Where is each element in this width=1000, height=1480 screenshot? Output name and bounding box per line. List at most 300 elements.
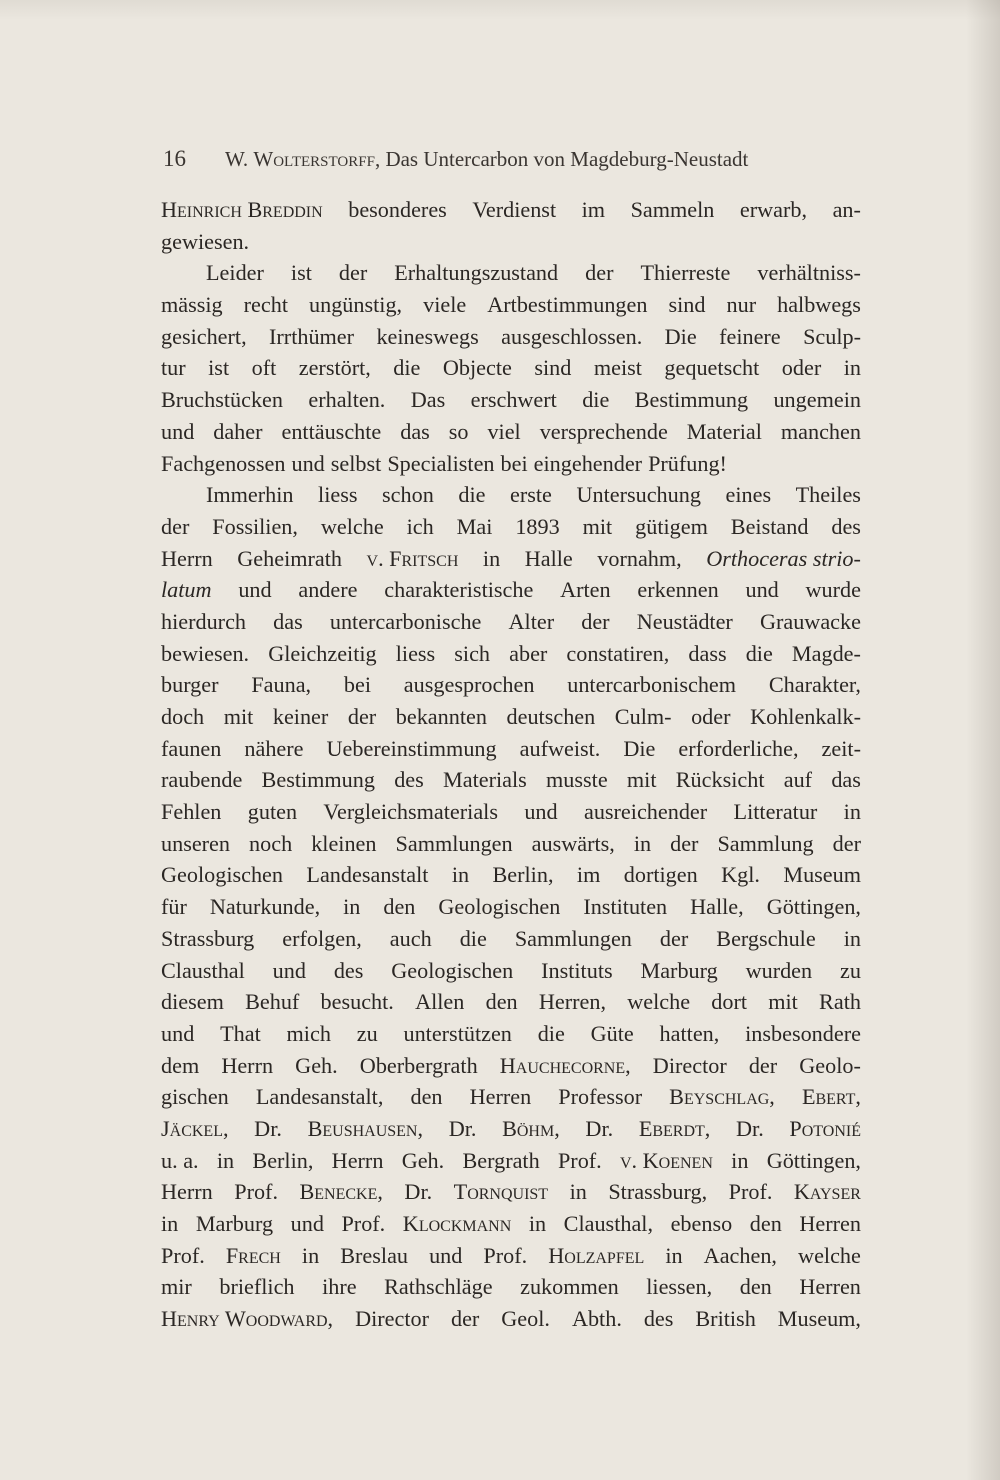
word: die (459, 925, 487, 951)
word: schon (382, 482, 434, 508)
word: Geh. (401, 1147, 445, 1173)
word: ungemein (773, 387, 861, 413)
word: mit (223, 704, 254, 729)
word: Eberdt, (638, 1115, 711, 1141)
word: charakteristische (384, 577, 534, 603)
word: erwarb, (739, 197, 808, 222)
word: Geologischen (438, 894, 561, 920)
text-line (161, 226, 861, 258)
word: Bergrath (462, 1147, 540, 1173)
word: Bestimmung (261, 767, 375, 793)
word: zerstört, (298, 355, 371, 381)
word: ungünstig, (309, 292, 403, 318)
word: Dr. (736, 1115, 764, 1141)
word: diesem (161, 989, 224, 1015)
word: in (301, 1242, 320, 1268)
word: des (394, 767, 424, 793)
word: gütigem (635, 513, 708, 539)
word: Dr. (448, 1115, 477, 1141)
page-edge-shadow-right (966, 0, 1000, 1480)
word: dem (161, 1052, 200, 1078)
word: unterstützen (403, 1020, 512, 1046)
word: recht (243, 292, 288, 318)
word: in (343, 894, 361, 920)
word: Magde- (791, 640, 861, 666)
word: Geolo- (799, 1052, 861, 1078)
text-line (161, 1176, 861, 1208)
word: Culm- (614, 704, 672, 729)
word: den (383, 894, 416, 920)
word: Sammlung (717, 830, 814, 856)
word: Halle, (690, 894, 744, 920)
word: der (347, 704, 377, 729)
word: die (582, 387, 610, 413)
word: Erhaltungszustand (394, 260, 559, 286)
word: zeit- (821, 735, 861, 761)
word: Geheimrath (237, 545, 342, 571)
word: an- (832, 197, 861, 222)
word: welche (320, 513, 384, 539)
word: aufweist. (519, 735, 601, 761)
text-line (161, 448, 861, 480)
word: in (569, 1179, 587, 1205)
text-line (161, 606, 861, 638)
text-line (161, 384, 861, 416)
word: welche (627, 989, 691, 1015)
word: Instituts (541, 957, 613, 983)
word: Oberbergrath (359, 1052, 478, 1078)
word: latum (161, 577, 212, 603)
word: Henry Woodward, (161, 1306, 334, 1332)
word: Professor (558, 1084, 643, 1110)
word: Strassburg (161, 925, 255, 951)
word: der (581, 608, 610, 634)
word: Aachen, (703, 1242, 777, 1268)
word: Güte (590, 1020, 634, 1046)
word: verhältniss- (757, 260, 861, 286)
word: oder (781, 355, 822, 381)
word: musste (546, 767, 608, 793)
word: Landesanstalt, (255, 1084, 384, 1110)
word: das (400, 418, 430, 444)
word: Prof. (728, 1179, 773, 1205)
word: dort (711, 989, 748, 1015)
word: Immerhin (206, 482, 294, 508)
word: des (643, 1306, 674, 1332)
word: auch (389, 925, 432, 951)
word: keiner (272, 704, 329, 729)
word: Bestimmung (634, 387, 749, 413)
word: liessen, (646, 1274, 713, 1300)
text-line (161, 352, 861, 384)
word: Ebert, (801, 1084, 861, 1110)
word: enttäuschte (281, 418, 382, 444)
word: zukommen (520, 1274, 619, 1300)
word: nähere (244, 735, 304, 761)
word: Fachgenossen (161, 450, 286, 476)
word: Fossilien, (212, 513, 298, 539)
word: in (216, 1147, 235, 1173)
word: Holzapfel (548, 1242, 645, 1268)
word: Material (686, 418, 762, 444)
word: und (238, 577, 272, 603)
word: Gleichzeitig (268, 640, 377, 666)
text-line (161, 511, 861, 543)
word: die (745, 640, 773, 666)
word: mich (286, 1020, 331, 1046)
word: erforderliche, (678, 735, 799, 761)
header-title: , Das Untercarbon von Magdeburg-Neustadt (374, 147, 749, 171)
word: v. Fritsch (366, 545, 459, 571)
word: in (665, 1242, 683, 1268)
word: Kgl. (721, 862, 760, 888)
word: Die (664, 323, 697, 349)
text-line (161, 1050, 861, 1082)
word: und (291, 450, 325, 476)
word: in (528, 1211, 547, 1236)
word: in (843, 799, 861, 825)
page-edge-shadow-top (0, 0, 1000, 20)
word: gewiesen. (161, 228, 250, 254)
text-line (161, 669, 861, 701)
word: in (843, 925, 861, 951)
word: halbwegs (777, 292, 861, 318)
word: Rücksicht (675, 767, 765, 793)
word: Abth. (571, 1306, 622, 1332)
word: Dr. (404, 1179, 433, 1205)
word: so (448, 418, 469, 444)
word: untercarbonischem (567, 672, 737, 698)
word: eines (725, 482, 772, 508)
text-line (161, 986, 861, 1018)
word: Untersuchung (576, 482, 701, 508)
word: Klockmann (402, 1211, 512, 1236)
word: gequetscht (664, 355, 760, 381)
word: wurde (805, 577, 861, 603)
word: dortigen (623, 862, 698, 888)
text-line (161, 859, 861, 891)
word: deutschen (506, 704, 596, 729)
word: faunen (161, 735, 222, 761)
text-line (161, 828, 861, 860)
text-line (161, 1208, 861, 1240)
word: der (832, 830, 861, 856)
word: ebenso (670, 1211, 733, 1236)
text-line (161, 1018, 861, 1050)
word: und (524, 799, 558, 825)
word: bei (500, 450, 528, 476)
header-prefix: W. (225, 147, 254, 171)
word: mir (161, 1274, 192, 1300)
word: Beyschlag, (669, 1084, 775, 1110)
word: Orthoceras strio- (706, 545, 861, 571)
word: Theiles (795, 482, 861, 508)
word: ihre (322, 1274, 357, 1300)
word: Bruchstücken (161, 387, 283, 413)
word: Heinrich Breddin (161, 197, 323, 222)
word: raubende (161, 767, 243, 793)
word: Litteratur (733, 799, 818, 825)
word: Leider (206, 260, 264, 286)
word: Sculp- (803, 323, 861, 349)
word: meist (593, 355, 642, 381)
word: den (749, 1211, 782, 1236)
word: Clausthal, (563, 1211, 654, 1236)
word: gesichert, (161, 323, 247, 349)
word: Herren (469, 1084, 532, 1110)
word: kleinen (311, 830, 377, 856)
word: tur (161, 355, 186, 381)
word: Göttingen, (766, 894, 861, 920)
word: den (739, 1274, 772, 1300)
word: vornahm, (597, 545, 682, 571)
text-line (161, 257, 861, 289)
word: Benecke, (299, 1179, 383, 1205)
word: Artbestimmungen (487, 292, 648, 318)
text-line (161, 1271, 861, 1303)
text-line (161, 955, 861, 987)
word: in (451, 862, 470, 888)
word: Mai (456, 513, 493, 539)
word: ist (290, 260, 312, 286)
word: Marburg (195, 1211, 274, 1236)
word: und (272, 957, 306, 983)
word: mit (768, 989, 798, 1015)
word: Objecte (442, 355, 512, 381)
word: Prof. (557, 1147, 602, 1173)
word: burger (161, 672, 219, 698)
word: Materials (443, 767, 527, 793)
word: Uebereinstimmung (326, 735, 497, 761)
word: Berlin, (252, 1147, 314, 1173)
word: die (458, 482, 486, 508)
word: erhalten. (308, 387, 386, 413)
text-line (161, 1081, 861, 1113)
word: in (161, 1211, 179, 1236)
word: im (581, 197, 606, 222)
word: Museum (783, 862, 861, 888)
word: auf (783, 767, 813, 793)
word: Potonié (789, 1115, 861, 1141)
word: Prof. (161, 1242, 205, 1268)
word: Böhm, (502, 1115, 560, 1141)
word: in (843, 355, 861, 381)
word: sich (454, 640, 491, 666)
text-line (161, 289, 861, 321)
word: feinere (719, 323, 781, 349)
word: Director (355, 1306, 429, 1332)
word: Thierreste (640, 260, 731, 286)
word: insbesondere (745, 1020, 861, 1046)
word: noch (249, 830, 293, 856)
word: hierdurch (161, 608, 247, 634)
word: liess (318, 482, 358, 508)
word: für (161, 894, 187, 920)
word: dass (688, 640, 727, 666)
word: Göttingen, (766, 1147, 861, 1173)
word: Herren (799, 1274, 861, 1300)
word: Instituten (583, 894, 668, 920)
word: Rath (819, 989, 861, 1015)
word: der (338, 260, 368, 286)
word: Beistand (730, 513, 809, 539)
word: Verdienst (472, 197, 557, 222)
text-line (161, 194, 861, 226)
word: constatiren, (566, 640, 670, 666)
word: Museum, (777, 1306, 861, 1332)
word: Allen (415, 989, 465, 1015)
word: manchen (780, 418, 861, 444)
word: Neustädter (636, 608, 733, 634)
word: und (161, 418, 195, 444)
word: Director (652, 1052, 727, 1078)
word: Behuf (245, 989, 300, 1015)
word: hatten, (659, 1020, 720, 1046)
word: des (831, 513, 861, 539)
word: Geol. (501, 1306, 550, 1332)
word: Vergleichsmaterials (323, 799, 498, 825)
word: zu (356, 1020, 378, 1046)
text-line (161, 1113, 861, 1145)
word: Charakter, (768, 672, 861, 698)
word: Rathschläge (384, 1274, 493, 1300)
text-line (161, 479, 861, 511)
word: der (659, 925, 689, 951)
text-line (161, 796, 861, 828)
word: Dr. (254, 1115, 282, 1141)
word: doch (161, 704, 205, 729)
word: Kohlenkalk- (750, 704, 861, 729)
word: ist (208, 355, 230, 381)
word: Breslau (340, 1242, 409, 1268)
word: Strassburg, (608, 1179, 708, 1205)
word: sind (534, 355, 572, 381)
word: der (670, 830, 699, 856)
body-text (161, 194, 861, 1335)
word: Geh. (295, 1052, 338, 1078)
text-line (161, 543, 861, 575)
word: in (482, 545, 501, 571)
word: der (748, 1052, 778, 1078)
word: Herrn (221, 1052, 274, 1078)
word: erste (510, 482, 552, 508)
word: Herrn (161, 1179, 213, 1205)
running-header (163, 146, 863, 172)
text-line (161, 1303, 861, 1335)
word: den (410, 1084, 443, 1110)
word: Kayser (793, 1179, 861, 1205)
text-line (161, 321, 861, 353)
word: besucht. (320, 989, 394, 1015)
word: Sammlungen (514, 925, 632, 951)
word: ausreichender (583, 799, 708, 825)
word: daher (213, 418, 263, 444)
word: wurden (745, 957, 813, 983)
word: mit (626, 767, 657, 793)
word: Specialisten (387, 450, 495, 476)
word: viele (423, 292, 467, 318)
word: der (161, 513, 190, 539)
word: Frech (225, 1242, 281, 1268)
word: selbst (330, 450, 382, 476)
text-line (161, 1240, 861, 1272)
word: das (273, 608, 303, 634)
word: Prof. (234, 1179, 278, 1205)
word: Halle (524, 545, 573, 571)
word: Beushausen, (307, 1115, 424, 1141)
word: Prof. (341, 1211, 386, 1236)
word: eingehender (533, 450, 643, 476)
word: aber (509, 640, 548, 666)
word: versprechende (539, 418, 668, 444)
word: den (485, 989, 518, 1015)
word: Clausthal (161, 957, 245, 983)
word: Sammlungen (395, 830, 513, 856)
word: andere (298, 577, 358, 603)
word: welche (798, 1242, 861, 1268)
word: Herren (799, 1211, 861, 1236)
word: in (633, 830, 652, 856)
text-line (161, 733, 861, 765)
word: Prüfung! (648, 450, 727, 476)
word: Tornquist (453, 1179, 549, 1205)
word: Landesanstalt (306, 862, 429, 888)
word: das (831, 767, 861, 793)
word: British (695, 1306, 756, 1332)
word: Geologischen (391, 957, 514, 983)
word: des (333, 957, 364, 983)
word: und (290, 1211, 324, 1236)
word: ausgeschlossen. (501, 323, 643, 349)
word: nur (726, 292, 757, 318)
word: zu (839, 957, 861, 983)
word: Geologischen (161, 862, 283, 888)
text-line (161, 701, 861, 733)
word: unseren (161, 830, 231, 856)
word: keineswegs (376, 323, 479, 349)
text-line (161, 764, 861, 796)
text-line (161, 638, 861, 670)
word: besonderes (348, 197, 447, 222)
word: mit (582, 513, 613, 539)
word: der (585, 260, 614, 286)
word: Prof. (483, 1242, 528, 1268)
word: Arten (560, 577, 611, 603)
word: guten (247, 799, 298, 825)
word: brieflich (219, 1274, 295, 1300)
word: und (161, 1020, 195, 1046)
word: Berlin, (492, 862, 554, 888)
word: und (745, 577, 779, 603)
header-author: Wolterstorff (253, 147, 375, 171)
word: ich (406, 513, 434, 539)
word: sind (668, 292, 706, 318)
word: untercarbonische (329, 608, 482, 634)
word: bei (343, 672, 371, 698)
text-line (161, 1145, 861, 1177)
word: Hauchecorne, (499, 1052, 631, 1078)
word: erfolgen, (282, 925, 362, 951)
word: und (429, 1242, 463, 1268)
word: bewiesen. (161, 640, 250, 666)
word: Jäckel, (161, 1115, 229, 1141)
word: Herrn (161, 545, 213, 571)
word: Die (623, 735, 656, 761)
word: Irrthümer (269, 323, 355, 349)
word: Sammeln (630, 197, 715, 222)
word: der (450, 1306, 480, 1332)
word: u. a. (161, 1147, 199, 1173)
